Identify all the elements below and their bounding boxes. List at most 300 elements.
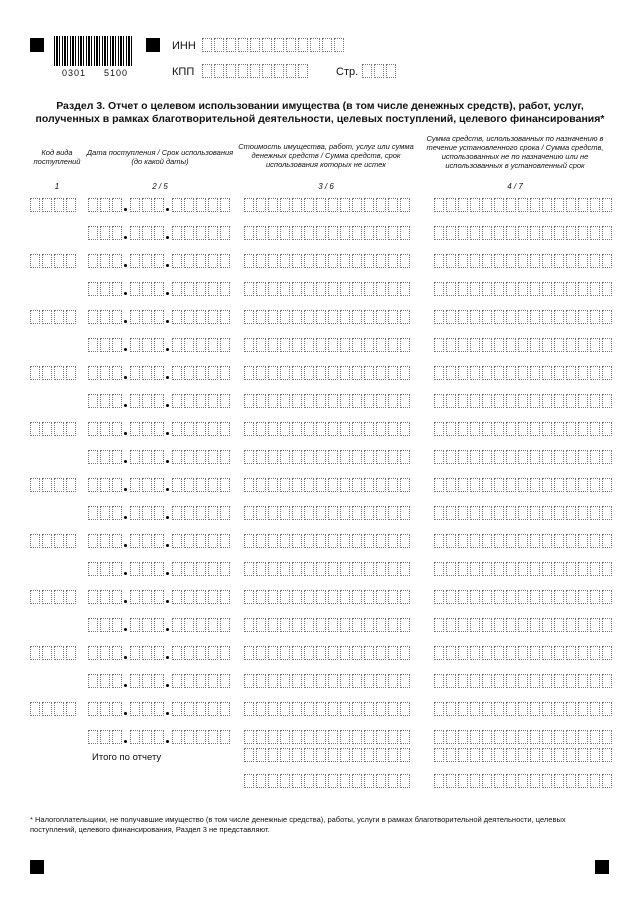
- input-cell[interactable]: [376, 366, 386, 380]
- date-day-field[interactable]: [88, 422, 124, 438]
- input-cell[interactable]: [250, 64, 260, 78]
- input-cell[interactable]: [112, 338, 122, 352]
- input-cell[interactable]: [446, 422, 456, 436]
- input-cell[interactable]: [286, 38, 296, 52]
- input-cell[interactable]: [268, 450, 278, 464]
- input-cell[interactable]: [244, 534, 254, 548]
- input-cell[interactable]: [142, 506, 152, 520]
- input-cell[interactable]: [542, 254, 552, 268]
- date-month-field[interactable]: [130, 702, 166, 718]
- input-cell[interactable]: [88, 450, 98, 464]
- input-cell[interactable]: [364, 702, 374, 716]
- input-cell[interactable]: [506, 282, 516, 296]
- input-cell[interactable]: [220, 394, 230, 408]
- input-cell[interactable]: [184, 338, 194, 352]
- input-cell[interactable]: [590, 774, 600, 788]
- used-amount-field[interactable]: [434, 730, 614, 746]
- input-cell[interactable]: [352, 310, 362, 324]
- input-cell[interactable]: [310, 38, 320, 52]
- input-cell[interactable]: [364, 254, 374, 268]
- input-cell[interactable]: [328, 562, 338, 576]
- input-cell[interactable]: [256, 702, 266, 716]
- input-cell[interactable]: [100, 422, 110, 436]
- input-cell[interactable]: [328, 450, 338, 464]
- input-cell[interactable]: [88, 394, 98, 408]
- input-cell[interactable]: [554, 562, 564, 576]
- input-cell[interactable]: [214, 64, 224, 78]
- input-cell[interactable]: [482, 366, 492, 380]
- used-amount-field[interactable]: [434, 254, 614, 270]
- input-cell[interactable]: [364, 310, 374, 324]
- input-cell[interactable]: [172, 338, 182, 352]
- input-cell[interactable]: [494, 590, 504, 604]
- input-cell[interactable]: [30, 198, 40, 212]
- input-cell[interactable]: [30, 478, 40, 492]
- input-cell[interactable]: [280, 646, 290, 660]
- input-cell[interactable]: [376, 198, 386, 212]
- input-cell[interactable]: [30, 590, 40, 604]
- input-cell[interactable]: [244, 774, 254, 788]
- input-cell[interactable]: [446, 534, 456, 548]
- input-cell[interactable]: [328, 506, 338, 520]
- input-cell[interactable]: [446, 282, 456, 296]
- income-type-code-field[interactable]: [30, 590, 78, 606]
- input-cell[interactable]: [578, 198, 588, 212]
- input-cell[interactable]: [590, 310, 600, 324]
- input-cell[interactable]: [566, 198, 576, 212]
- input-cell[interactable]: [400, 674, 410, 688]
- input-cell[interactable]: [530, 562, 540, 576]
- input-cell[interactable]: [220, 422, 230, 436]
- input-cell[interactable]: [244, 394, 254, 408]
- input-cell[interactable]: [494, 534, 504, 548]
- input-cell[interactable]: [446, 198, 456, 212]
- input-cell[interactable]: [506, 450, 516, 464]
- used-amount-field[interactable]: [434, 338, 614, 354]
- date-year-field[interactable]: [172, 254, 232, 270]
- input-cell[interactable]: [388, 394, 398, 408]
- input-cell[interactable]: [518, 562, 528, 576]
- input-cell[interactable]: [602, 310, 612, 324]
- input-cell[interactable]: [518, 590, 528, 604]
- amount-field[interactable]: [244, 254, 412, 270]
- date-day-field[interactable]: [88, 506, 124, 522]
- input-cell[interactable]: [446, 450, 456, 464]
- input-cell[interactable]: [112, 730, 122, 744]
- input-cell[interactable]: [434, 338, 444, 352]
- date-year-field[interactable]: [172, 310, 232, 326]
- input-cell[interactable]: [400, 450, 410, 464]
- input-cell[interactable]: [100, 478, 110, 492]
- input-cell[interactable]: [446, 590, 456, 604]
- amount-field[interactable]: [244, 534, 412, 550]
- input-cell[interactable]: [256, 590, 266, 604]
- date-day-field[interactable]: [88, 450, 124, 466]
- input-cell[interactable]: [434, 450, 444, 464]
- input-cell[interactable]: [566, 702, 576, 716]
- input-cell[interactable]: [292, 646, 302, 660]
- date-year-field[interactable]: [172, 282, 232, 298]
- input-cell[interactable]: [434, 618, 444, 632]
- input-cell[interactable]: [292, 366, 302, 380]
- input-cell[interactable]: [482, 198, 492, 212]
- input-cell[interactable]: [112, 646, 122, 660]
- income-type-code-field[interactable]: [30, 422, 78, 438]
- input-cell[interactable]: [376, 748, 386, 762]
- input-cell[interactable]: [400, 506, 410, 520]
- input-cell[interactable]: [530, 618, 540, 632]
- input-cell[interactable]: [184, 534, 194, 548]
- input-cell[interactable]: [130, 506, 140, 520]
- input-cell[interactable]: [334, 38, 344, 52]
- input-cell[interactable]: [196, 450, 206, 464]
- input-cell[interactable]: [208, 226, 218, 240]
- date-year-field[interactable]: [172, 618, 232, 634]
- input-cell[interactable]: [88, 562, 98, 576]
- input-cell[interactable]: [400, 730, 410, 744]
- input-cell[interactable]: [304, 282, 314, 296]
- input-cell[interactable]: [154, 226, 164, 240]
- input-cell[interactable]: [518, 254, 528, 268]
- input-cell[interactable]: [268, 730, 278, 744]
- input-cell[interactable]: [280, 478, 290, 492]
- used-amount-field[interactable]: [434, 590, 614, 606]
- date-year-field[interactable]: [172, 478, 232, 494]
- date-day-field[interactable]: [88, 562, 124, 578]
- input-cell[interactable]: [530, 590, 540, 604]
- input-cell[interactable]: [364, 646, 374, 660]
- input-cell[interactable]: [66, 478, 76, 492]
- input-cell[interactable]: [494, 730, 504, 744]
- input-cell[interactable]: [154, 506, 164, 520]
- input-cell[interactable]: [482, 506, 492, 520]
- input-cell[interactable]: [530, 366, 540, 380]
- input-cell[interactable]: [112, 618, 122, 632]
- input-cell[interactable]: [142, 394, 152, 408]
- input-cell[interactable]: [142, 646, 152, 660]
- input-cell[interactable]: [590, 450, 600, 464]
- input-cell[interactable]: [112, 450, 122, 464]
- input-cell[interactable]: [328, 748, 338, 762]
- input-cell[interactable]: [506, 646, 516, 660]
- input-cell[interactable]: [184, 254, 194, 268]
- amount-field[interactable]: [244, 338, 412, 354]
- amount-field[interactable]: [244, 506, 412, 522]
- input-cell[interactable]: [244, 198, 254, 212]
- input-cell[interactable]: [506, 422, 516, 436]
- input-cell[interactable]: [602, 646, 612, 660]
- input-cell[interactable]: [458, 506, 468, 520]
- date-month-field[interactable]: [130, 506, 166, 522]
- input-cell[interactable]: [506, 338, 516, 352]
- input-cell[interactable]: [602, 730, 612, 744]
- input-cell[interactable]: [340, 534, 350, 548]
- input-cell[interactable]: [446, 562, 456, 576]
- input-cell[interactable]: [494, 478, 504, 492]
- input-cell[interactable]: [542, 282, 552, 296]
- input-cell[interactable]: [494, 422, 504, 436]
- date-year-field[interactable]: [172, 226, 232, 242]
- input-cell[interactable]: [470, 730, 480, 744]
- input-cell[interactable]: [172, 422, 182, 436]
- input-cell[interactable]: [154, 282, 164, 296]
- input-cell[interactable]: [184, 562, 194, 576]
- input-cell[interactable]: [340, 674, 350, 688]
- input-cell[interactable]: [154, 730, 164, 744]
- input-cell[interactable]: [196, 646, 206, 660]
- input-cell[interactable]: [304, 478, 314, 492]
- input-cell[interactable]: [590, 506, 600, 520]
- input-cell[interactable]: [274, 38, 284, 52]
- input-cell[interactable]: [208, 422, 218, 436]
- input-cell[interactable]: [130, 366, 140, 380]
- input-cell[interactable]: [316, 310, 326, 324]
- input-cell[interactable]: [506, 226, 516, 240]
- income-type-code-field[interactable]: [30, 646, 78, 662]
- input-cell[interactable]: [268, 226, 278, 240]
- input-cell[interactable]: [494, 562, 504, 576]
- input-cell[interactable]: [244, 310, 254, 324]
- input-cell[interactable]: [196, 282, 206, 296]
- input-cell[interactable]: [88, 422, 98, 436]
- input-cell[interactable]: [482, 310, 492, 324]
- input-cell[interactable]: [130, 618, 140, 632]
- input-cell[interactable]: [208, 674, 218, 688]
- input-cell[interactable]: [256, 198, 266, 212]
- input-cell[interactable]: [602, 774, 612, 788]
- date-year-field[interactable]: [172, 338, 232, 354]
- amount-field[interactable]: [244, 646, 412, 662]
- input-cell[interactable]: [130, 394, 140, 408]
- input-cell[interactable]: [470, 226, 480, 240]
- amount-field[interactable]: [244, 562, 412, 578]
- input-cell[interactable]: [590, 198, 600, 212]
- amount-field[interactable]: [244, 730, 412, 746]
- date-month-field[interactable]: [130, 338, 166, 354]
- date-year-field[interactable]: [172, 422, 232, 438]
- input-cell[interactable]: [434, 646, 444, 660]
- input-cell[interactable]: [602, 282, 612, 296]
- input-cell[interactable]: [458, 450, 468, 464]
- input-cell[interactable]: [268, 422, 278, 436]
- input-cell[interactable]: [316, 774, 326, 788]
- input-cell[interactable]: [304, 730, 314, 744]
- input-cell[interactable]: [88, 310, 98, 324]
- input-cell[interactable]: [434, 702, 444, 716]
- input-cell[interactable]: [286, 64, 296, 78]
- input-cell[interactable]: [154, 618, 164, 632]
- input-cell[interactable]: [130, 702, 140, 716]
- input-cell[interactable]: [256, 506, 266, 520]
- input-cell[interactable]: [554, 366, 564, 380]
- input-cell[interactable]: [226, 38, 236, 52]
- input-cell[interactable]: [554, 226, 564, 240]
- input-cell[interactable]: [154, 702, 164, 716]
- date-month-field[interactable]: [130, 394, 166, 410]
- input-cell[interactable]: [268, 310, 278, 324]
- input-cell[interactable]: [328, 478, 338, 492]
- input-cell[interactable]: [112, 310, 122, 324]
- input-cell[interactable]: [316, 450, 326, 464]
- input-cell[interactable]: [506, 310, 516, 324]
- input-cell[interactable]: [268, 674, 278, 688]
- input-cell[interactable]: [130, 198, 140, 212]
- input-cell[interactable]: [482, 562, 492, 576]
- input-cell[interactable]: [578, 534, 588, 548]
- input-cell[interactable]: [400, 702, 410, 716]
- input-cell[interactable]: [196, 198, 206, 212]
- input-cell[interactable]: [172, 198, 182, 212]
- date-day-field[interactable]: [88, 730, 124, 746]
- input-cell[interactable]: [602, 748, 612, 762]
- input-cell[interactable]: [244, 590, 254, 604]
- input-cell[interactable]: [506, 366, 516, 380]
- input-cell[interactable]: [196, 674, 206, 688]
- input-cell[interactable]: [364, 590, 374, 604]
- input-cell[interactable]: [566, 226, 576, 240]
- input-cell[interactable]: [388, 590, 398, 604]
- amount-field[interactable]: [244, 450, 412, 466]
- input-cell[interactable]: [506, 674, 516, 688]
- input-cell[interactable]: [244, 478, 254, 492]
- input-cell[interactable]: [340, 730, 350, 744]
- input-cell[interactable]: [30, 254, 40, 268]
- input-cell[interactable]: [602, 366, 612, 380]
- input-cell[interactable]: [482, 730, 492, 744]
- input-cell[interactable]: [434, 590, 444, 604]
- input-cell[interactable]: [400, 282, 410, 296]
- input-cell[interactable]: [130, 450, 140, 464]
- input-cell[interactable]: [88, 226, 98, 240]
- input-cell[interactable]: [376, 590, 386, 604]
- input-cell[interactable]: [244, 562, 254, 576]
- input-cell[interactable]: [566, 366, 576, 380]
- input-cell[interactable]: [470, 618, 480, 632]
- input-cell[interactable]: [458, 310, 468, 324]
- input-cell[interactable]: [280, 506, 290, 520]
- input-cell[interactable]: [172, 646, 182, 660]
- input-cell[interactable]: [340, 450, 350, 464]
- input-cell[interactable]: [208, 254, 218, 268]
- input-cell[interactable]: [280, 748, 290, 762]
- input-cell[interactable]: [590, 366, 600, 380]
- input-cell[interactable]: [434, 674, 444, 688]
- date-day-field[interactable]: [88, 590, 124, 606]
- input-cell[interactable]: [566, 646, 576, 660]
- input-cell[interactable]: [364, 562, 374, 576]
- input-cell[interactable]: [388, 646, 398, 660]
- input-cell[interactable]: [352, 534, 362, 548]
- input-cell[interactable]: [458, 394, 468, 408]
- input-cell[interactable]: [172, 478, 182, 492]
- input-cell[interactable]: [388, 282, 398, 296]
- input-cell[interactable]: [446, 774, 456, 788]
- input-cell[interactable]: [578, 338, 588, 352]
- input-cell[interactable]: [292, 534, 302, 548]
- input-cell[interactable]: [316, 422, 326, 436]
- input-cell[interactable]: [364, 226, 374, 240]
- input-cell[interactable]: [388, 534, 398, 548]
- input-cell[interactable]: [304, 562, 314, 576]
- income-type-code-field[interactable]: [30, 366, 78, 382]
- input-cell[interactable]: [226, 64, 236, 78]
- input-cell[interactable]: [400, 422, 410, 436]
- input-cell[interactable]: [130, 646, 140, 660]
- input-cell[interactable]: [434, 366, 444, 380]
- input-cell[interactable]: [400, 478, 410, 492]
- amount-field[interactable]: [244, 422, 412, 438]
- input-cell[interactable]: [154, 310, 164, 324]
- input-cell[interactable]: [208, 310, 218, 324]
- date-month-field[interactable]: [130, 422, 166, 438]
- input-cell[interactable]: [554, 646, 564, 660]
- input-cell[interactable]: [154, 590, 164, 604]
- input-cell[interactable]: [566, 748, 576, 762]
- input-cell[interactable]: [602, 534, 612, 548]
- date-month-field[interactable]: [130, 478, 166, 494]
- input-cell[interactable]: [518, 534, 528, 548]
- input-cell[interactable]: [400, 748, 410, 762]
- input-cell[interactable]: [54, 254, 64, 268]
- input-cell[interactable]: [172, 394, 182, 408]
- input-cell[interactable]: [280, 282, 290, 296]
- input-cell[interactable]: [542, 562, 552, 576]
- input-cell[interactable]: [352, 366, 362, 380]
- input-cell[interactable]: [518, 226, 528, 240]
- input-cell[interactable]: [518, 618, 528, 632]
- input-cell[interactable]: [184, 590, 194, 604]
- input-cell[interactable]: [518, 646, 528, 660]
- input-cell[interactable]: [88, 674, 98, 688]
- input-cell[interactable]: [268, 618, 278, 632]
- input-cell[interactable]: [88, 478, 98, 492]
- total-amount-field-2[interactable]: [244, 774, 412, 790]
- input-cell[interactable]: [566, 282, 576, 296]
- input-cell[interactable]: [434, 282, 444, 296]
- input-cell[interactable]: [494, 774, 504, 788]
- input-cell[interactable]: [340, 366, 350, 380]
- input-cell[interactable]: [340, 478, 350, 492]
- input-cell[interactable]: [364, 450, 374, 464]
- input-cell[interactable]: [542, 534, 552, 548]
- input-cell[interactable]: [482, 478, 492, 492]
- input-cell[interactable]: [280, 450, 290, 464]
- input-cell[interactable]: [530, 702, 540, 716]
- input-cell[interactable]: [554, 254, 564, 268]
- input-cell[interactable]: [578, 226, 588, 240]
- input-cell[interactable]: [352, 254, 362, 268]
- input-cell[interactable]: [506, 562, 516, 576]
- input-cell[interactable]: [578, 730, 588, 744]
- input-cell[interactable]: [30, 702, 40, 716]
- input-cell[interactable]: [566, 534, 576, 548]
- input-cell[interactable]: [142, 730, 152, 744]
- input-cell[interactable]: [530, 282, 540, 296]
- input-cell[interactable]: [376, 562, 386, 576]
- input-cell[interactable]: [268, 254, 278, 268]
- input-cell[interactable]: [566, 450, 576, 464]
- input-cell[interactable]: [434, 730, 444, 744]
- input-cell[interactable]: [518, 450, 528, 464]
- input-cell[interactable]: [292, 282, 302, 296]
- input-cell[interactable]: [172, 562, 182, 576]
- input-cell[interactable]: [220, 618, 230, 632]
- input-cell[interactable]: [482, 254, 492, 268]
- input-cell[interactable]: [54, 310, 64, 324]
- date-day-field[interactable]: [88, 534, 124, 550]
- input-cell[interactable]: [364, 748, 374, 762]
- input-cell[interactable]: [364, 674, 374, 688]
